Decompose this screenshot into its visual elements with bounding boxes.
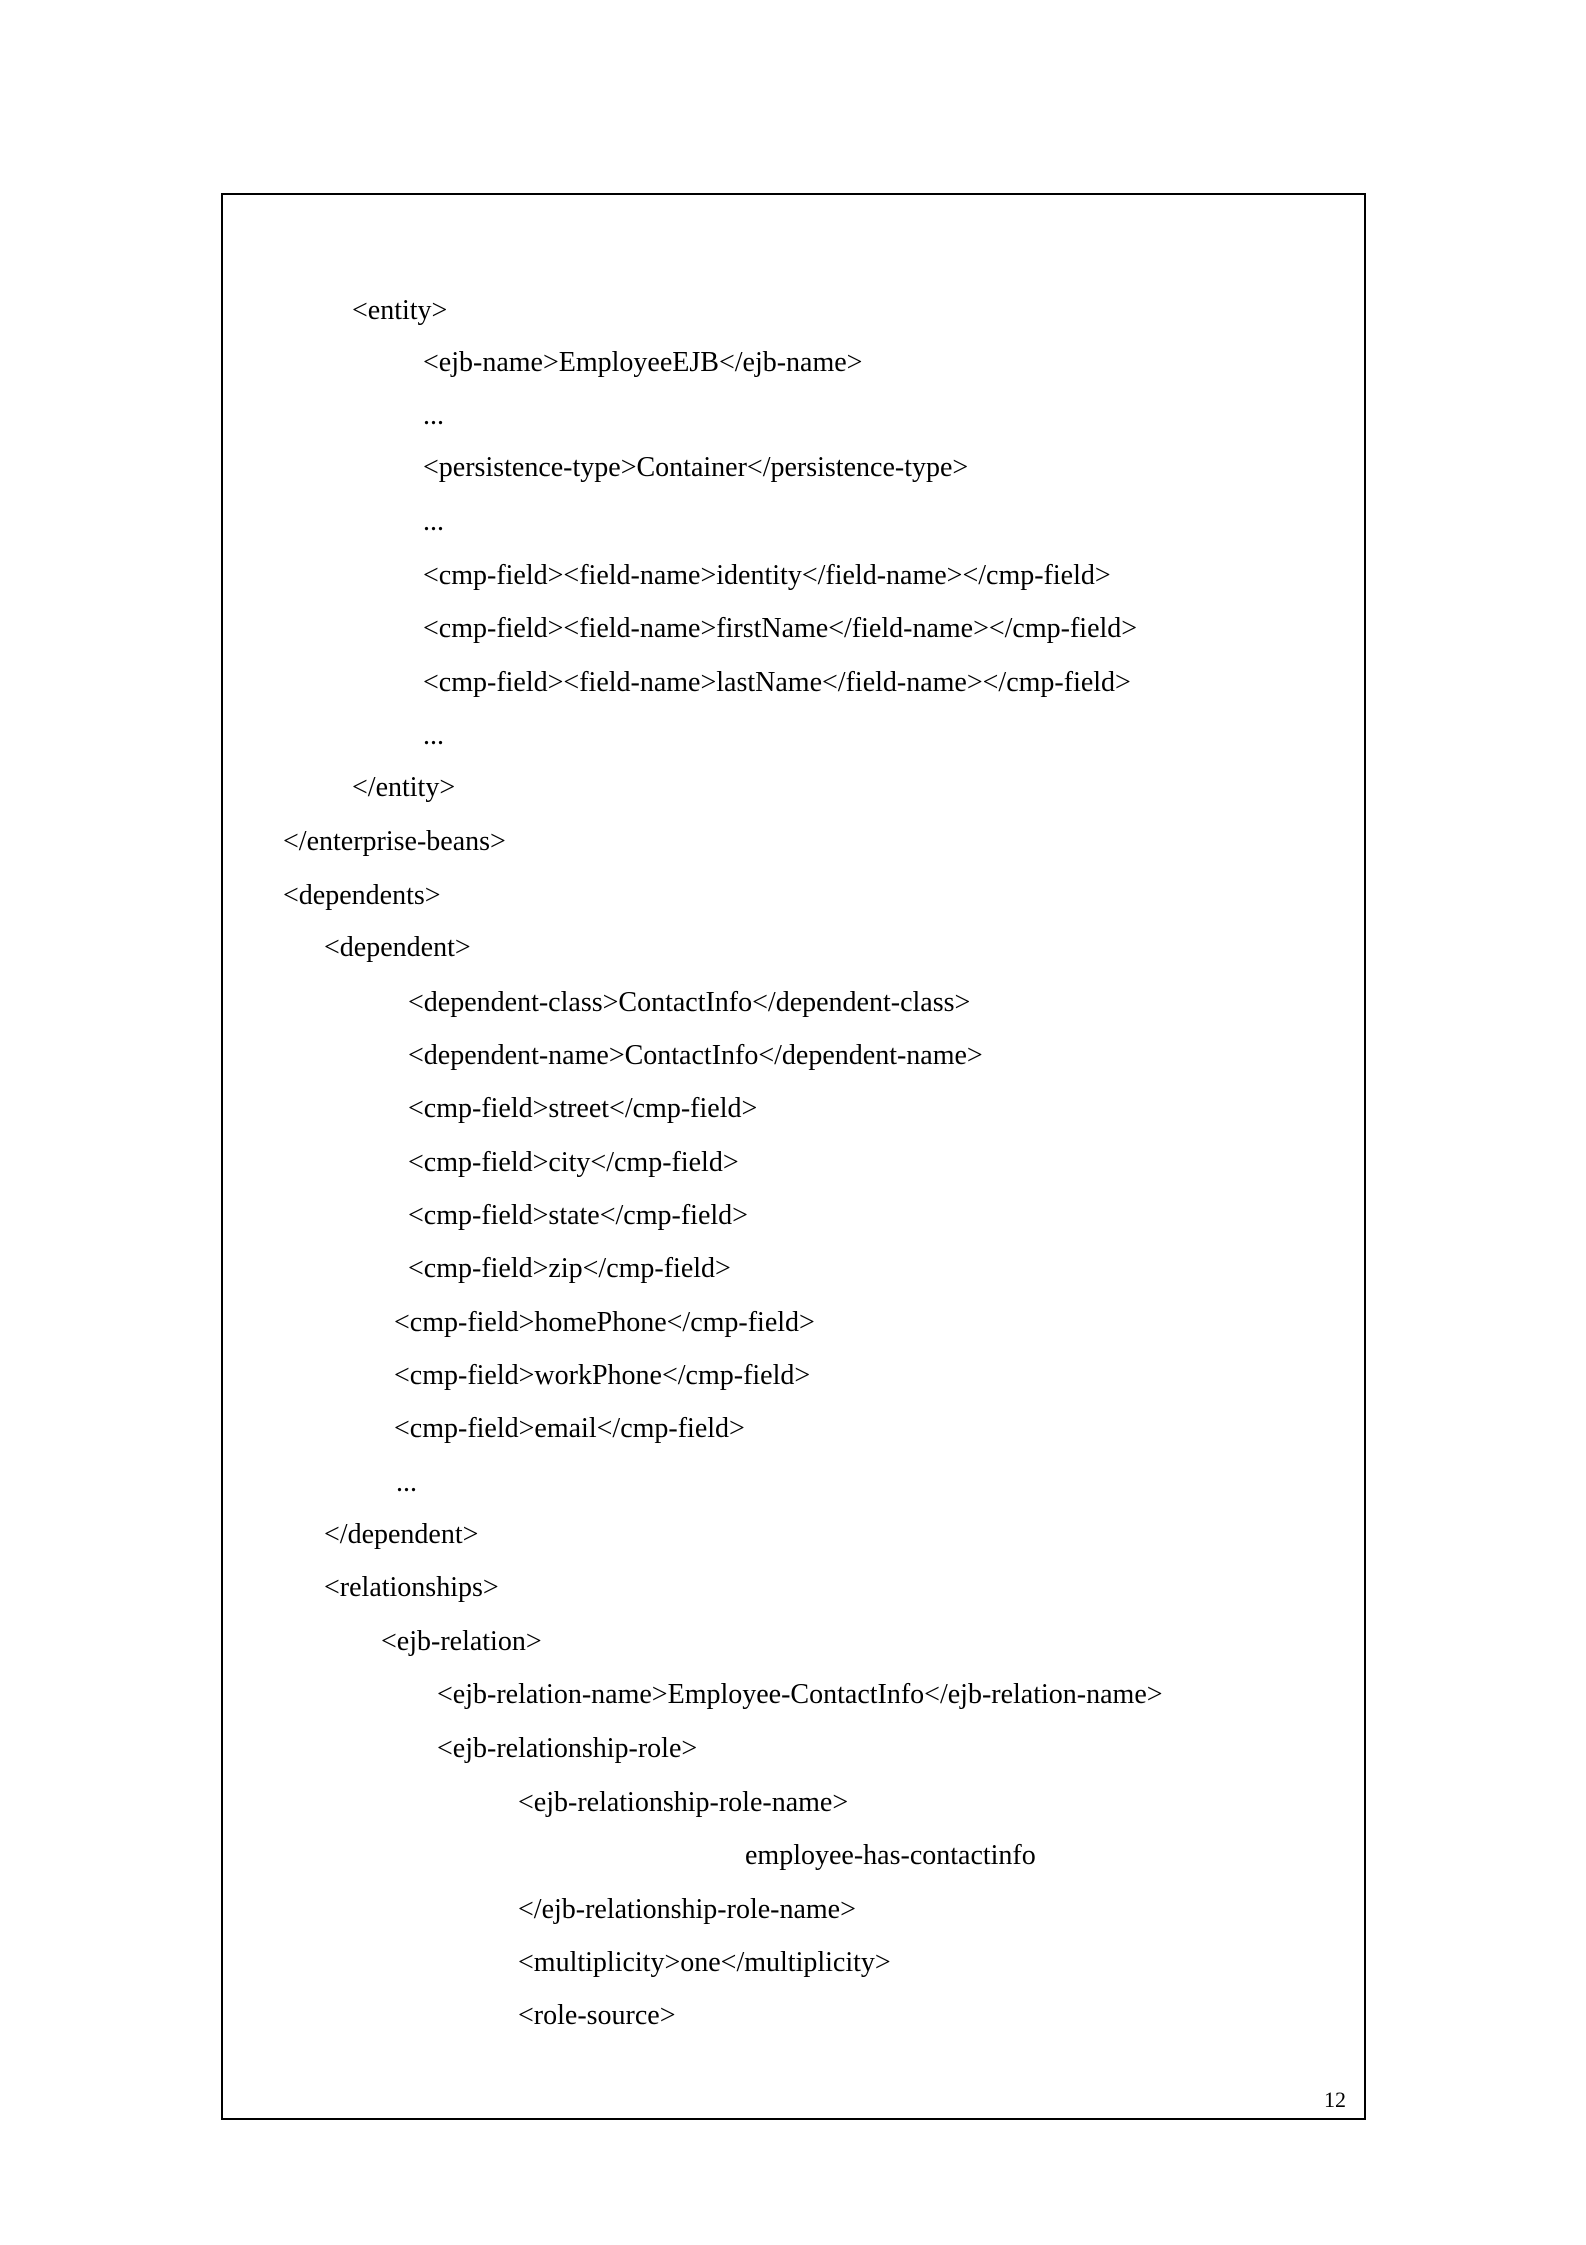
- code-line-ejb-relationship-role-open: <ejb-relationship-role>: [437, 1733, 698, 1764]
- code-line-entity-close: </entity>: [352, 772, 456, 803]
- code-line-ejb-name: <ejb-name>EmployeeEJB</ejb-name>: [423, 347, 863, 378]
- code-line-cmp-field-city: <cmp-field>city</cmp-field>: [408, 1147, 739, 1178]
- code-line-ellipsis: ...: [396, 1467, 417, 1498]
- code-line-multiplicity: <multiplicity>one</multiplicity>: [518, 1947, 891, 1978]
- code-line-persistence-type: <persistence-type>Container</persistence-type>: [423, 452, 969, 483]
- code-line-cmp-field-homephone: <cmp-field>homePhone</cmp-field>: [394, 1307, 815, 1338]
- code-line-cmp-field-zip: <cmp-field>zip</cmp-field>: [408, 1253, 731, 1284]
- code-line-entity-open: <entity>: [352, 295, 448, 326]
- code-line-role-name-close: </ejb-relationship-role-name>: [518, 1894, 856, 1925]
- code-line-role-name-value: employee-has-contactinfo: [745, 1840, 1036, 1871]
- code-line-relationships-open: <relationships>: [324, 1572, 499, 1603]
- code-line-role-name-open: <ejb-relationship-role-name>: [518, 1787, 849, 1818]
- code-line-dependent-close: </dependent>: [324, 1519, 479, 1550]
- code-line-cmp-field-street: <cmp-field>street</cmp-field>: [408, 1093, 758, 1124]
- code-line-ellipsis: ...: [423, 506, 444, 537]
- code-line-cmp-field-workphone: <cmp-field>workPhone</cmp-field>: [394, 1360, 811, 1391]
- code-line-role-source-open: <role-source>: [518, 2000, 676, 2031]
- code-line-cmp-field-identity: <cmp-field><field-name>identity</field-name></cmp-field>: [423, 560, 1111, 591]
- code-line-cmp-field-lastname: <cmp-field><field-name>lastName</field-name></cmp-field>: [423, 667, 1131, 698]
- code-line-dependent-name: <dependent-name>ContactInfo</dependent-name>: [408, 1040, 983, 1071]
- code-line-cmp-field-state: <cmp-field>state</cmp-field>: [408, 1200, 748, 1231]
- code-line-ejb-relation-open: <ejb-relation>: [381, 1626, 542, 1657]
- code-line-ellipsis: ...: [423, 720, 444, 751]
- page-number: 12: [1324, 2087, 1346, 2112]
- code-line-dependent-open: <dependent>: [324, 932, 471, 963]
- code-line-cmp-field-firstname: <cmp-field><field-name>firstName</field-name></cmp-field>: [423, 613, 1138, 644]
- code-line-dependents-open: <dependents>: [283, 880, 441, 911]
- code-line-ejb-relation-name: <ejb-relation-name>Employee-ContactInfo</ejb-relation-name>: [437, 1679, 1163, 1710]
- code-line-ellipsis: ...: [423, 400, 444, 431]
- code-line-cmp-field-email: <cmp-field>email</cmp-field>: [394, 1413, 745, 1444]
- code-line-enterprise-beans-close: </enterprise-beans>: [283, 826, 506, 857]
- code-line-dependent-class: <dependent-class>ContactInfo</dependent-class>: [408, 987, 971, 1018]
